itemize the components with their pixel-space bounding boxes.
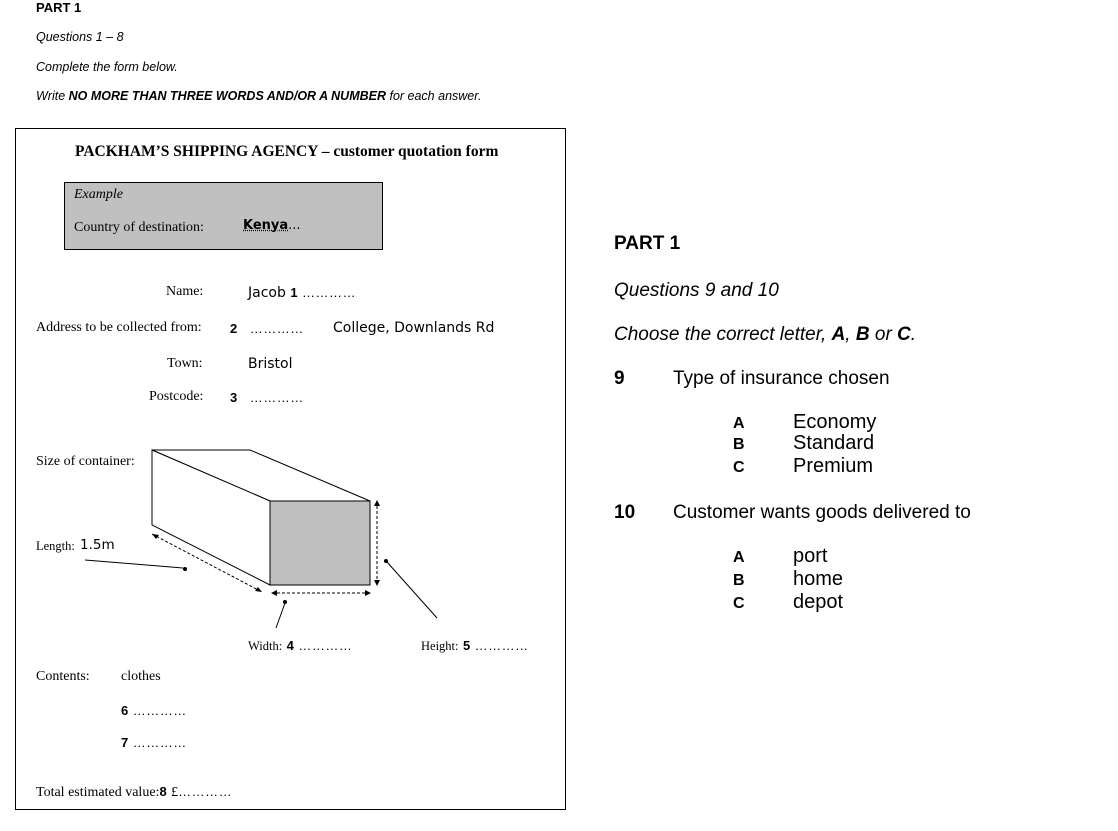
town-value: Bristol: [248, 356, 293, 372]
question-3-blank[interactable]: …………: [249, 390, 304, 405]
question-10-option-letter[interactable]: A: [733, 549, 745, 566]
form-title: PACKHAM’S SHIPPING AGENCY – customer quotation form: [75, 143, 499, 160]
width-label: Width:: [248, 639, 283, 653]
length-label: Length:: [36, 539, 75, 553]
length-leader-dot: [183, 567, 187, 571]
question-4-blank[interactable]: …………: [298, 638, 353, 653]
question-1-blank[interactable]: …………: [302, 285, 356, 300]
question-9-text: Type of insurance chosen: [673, 368, 890, 389]
question-9-option-letter[interactable]: C: [733, 459, 745, 476]
right-questions-range: Questions 9 and 10: [614, 280, 779, 301]
question-2-blank[interactable]: …………: [249, 321, 304, 336]
container-front-face: [270, 501, 370, 585]
example-label: Example: [74, 187, 123, 202]
height-row: [421, 637, 529, 655]
question-10-option-text[interactable]: depot: [793, 591, 844, 613]
length-arrow-start: [152, 534, 159, 539]
questions-range: Questions 1 – 8: [36, 30, 124, 44]
width-row: [248, 637, 352, 655]
town-label: Town:: [167, 356, 203, 371]
choose-instruction: Choose the correct letter, A, B or C.: [614, 324, 917, 345]
question-9-option-letter[interactable]: B: [733, 436, 745, 453]
name-label: Name:: [166, 284, 204, 299]
complete-instruction: Complete the form below.: [36, 60, 178, 74]
question-10-option-letter[interactable]: C: [733, 595, 745, 612]
question-8-number: 8: [159, 784, 167, 799]
currency-symbol: £: [171, 785, 179, 800]
question-9-option-text[interactable]: Economy: [793, 411, 877, 433]
question-9-option-letter[interactable]: A: [733, 415, 745, 432]
question-6-row: [121, 702, 187, 720]
example-answer: Kenya...: [243, 218, 301, 233]
question-10-option-text[interactable]: port: [793, 545, 828, 567]
question-9-number: 9: [614, 368, 625, 389]
address-label: Address to be collected from:: [36, 320, 202, 335]
question-9-option-text[interactable]: Standard: [793, 432, 875, 454]
postcode-label: Postcode:: [149, 389, 204, 404]
question-2-number: 2: [230, 321, 238, 336]
width-leader-line: [276, 603, 285, 628]
width-arrow-start: [271, 590, 277, 596]
part-heading: PART 1: [36, 0, 82, 15]
height-label: Height:: [421, 639, 459, 653]
question-6-number: 6: [121, 703, 129, 718]
question-10-option-letter[interactable]: B: [733, 572, 745, 589]
question-4-number: 4: [286, 638, 294, 653]
question-7-blank[interactable]: …………: [132, 735, 187, 750]
contents-value: clothes: [121, 669, 161, 684]
width-arrow-end: [365, 590, 371, 596]
question-6-blank[interactable]: …………: [132, 703, 187, 718]
question-9-option-text[interactable]: Premium: [793, 455, 874, 477]
question-10-text: Customer wants goods delivered to: [673, 502, 971, 523]
question-3-number: 3: [230, 390, 238, 405]
size-label: Size of container:: [36, 454, 135, 469]
right-part-heading: PART 1: [614, 233, 681, 254]
question-7-row: [121, 734, 187, 752]
contents-label: Contents:: [36, 669, 90, 684]
length-value: 1.5m: [80, 537, 115, 553]
example-field-label: Country of destination:: [74, 220, 204, 235]
name-value: Jacob: [248, 285, 286, 301]
question-7-number: 7: [121, 735, 129, 750]
question-5-number: 5: [462, 638, 471, 653]
length-arrow-end: [255, 587, 262, 592]
width-leader-dot: [283, 600, 287, 604]
address-value: College, Downlands Rd: [333, 320, 495, 336]
total-value-row: [36, 783, 232, 801]
length-leader-line: [85, 560, 183, 568]
height-leader-line: [387, 562, 437, 618]
word-limit-instruction: Write NO MORE THAN THREE WORDS AND/OR A NUMBER for each answer.: [36, 89, 482, 103]
question-5-blank[interactable]: …………: [474, 638, 529, 653]
height-arrow-start: [374, 500, 380, 506]
total-value-label: Total estimated value:: [36, 785, 160, 800]
height-leader-dot: [384, 559, 388, 563]
question-1-number: 1: [290, 285, 298, 300]
question-10-number: 10: [614, 502, 636, 523]
question-10-option-text[interactable]: home: [793, 568, 844, 590]
question-8-blank[interactable]: …………: [178, 784, 233, 799]
height-arrow-end: [374, 580, 380, 586]
